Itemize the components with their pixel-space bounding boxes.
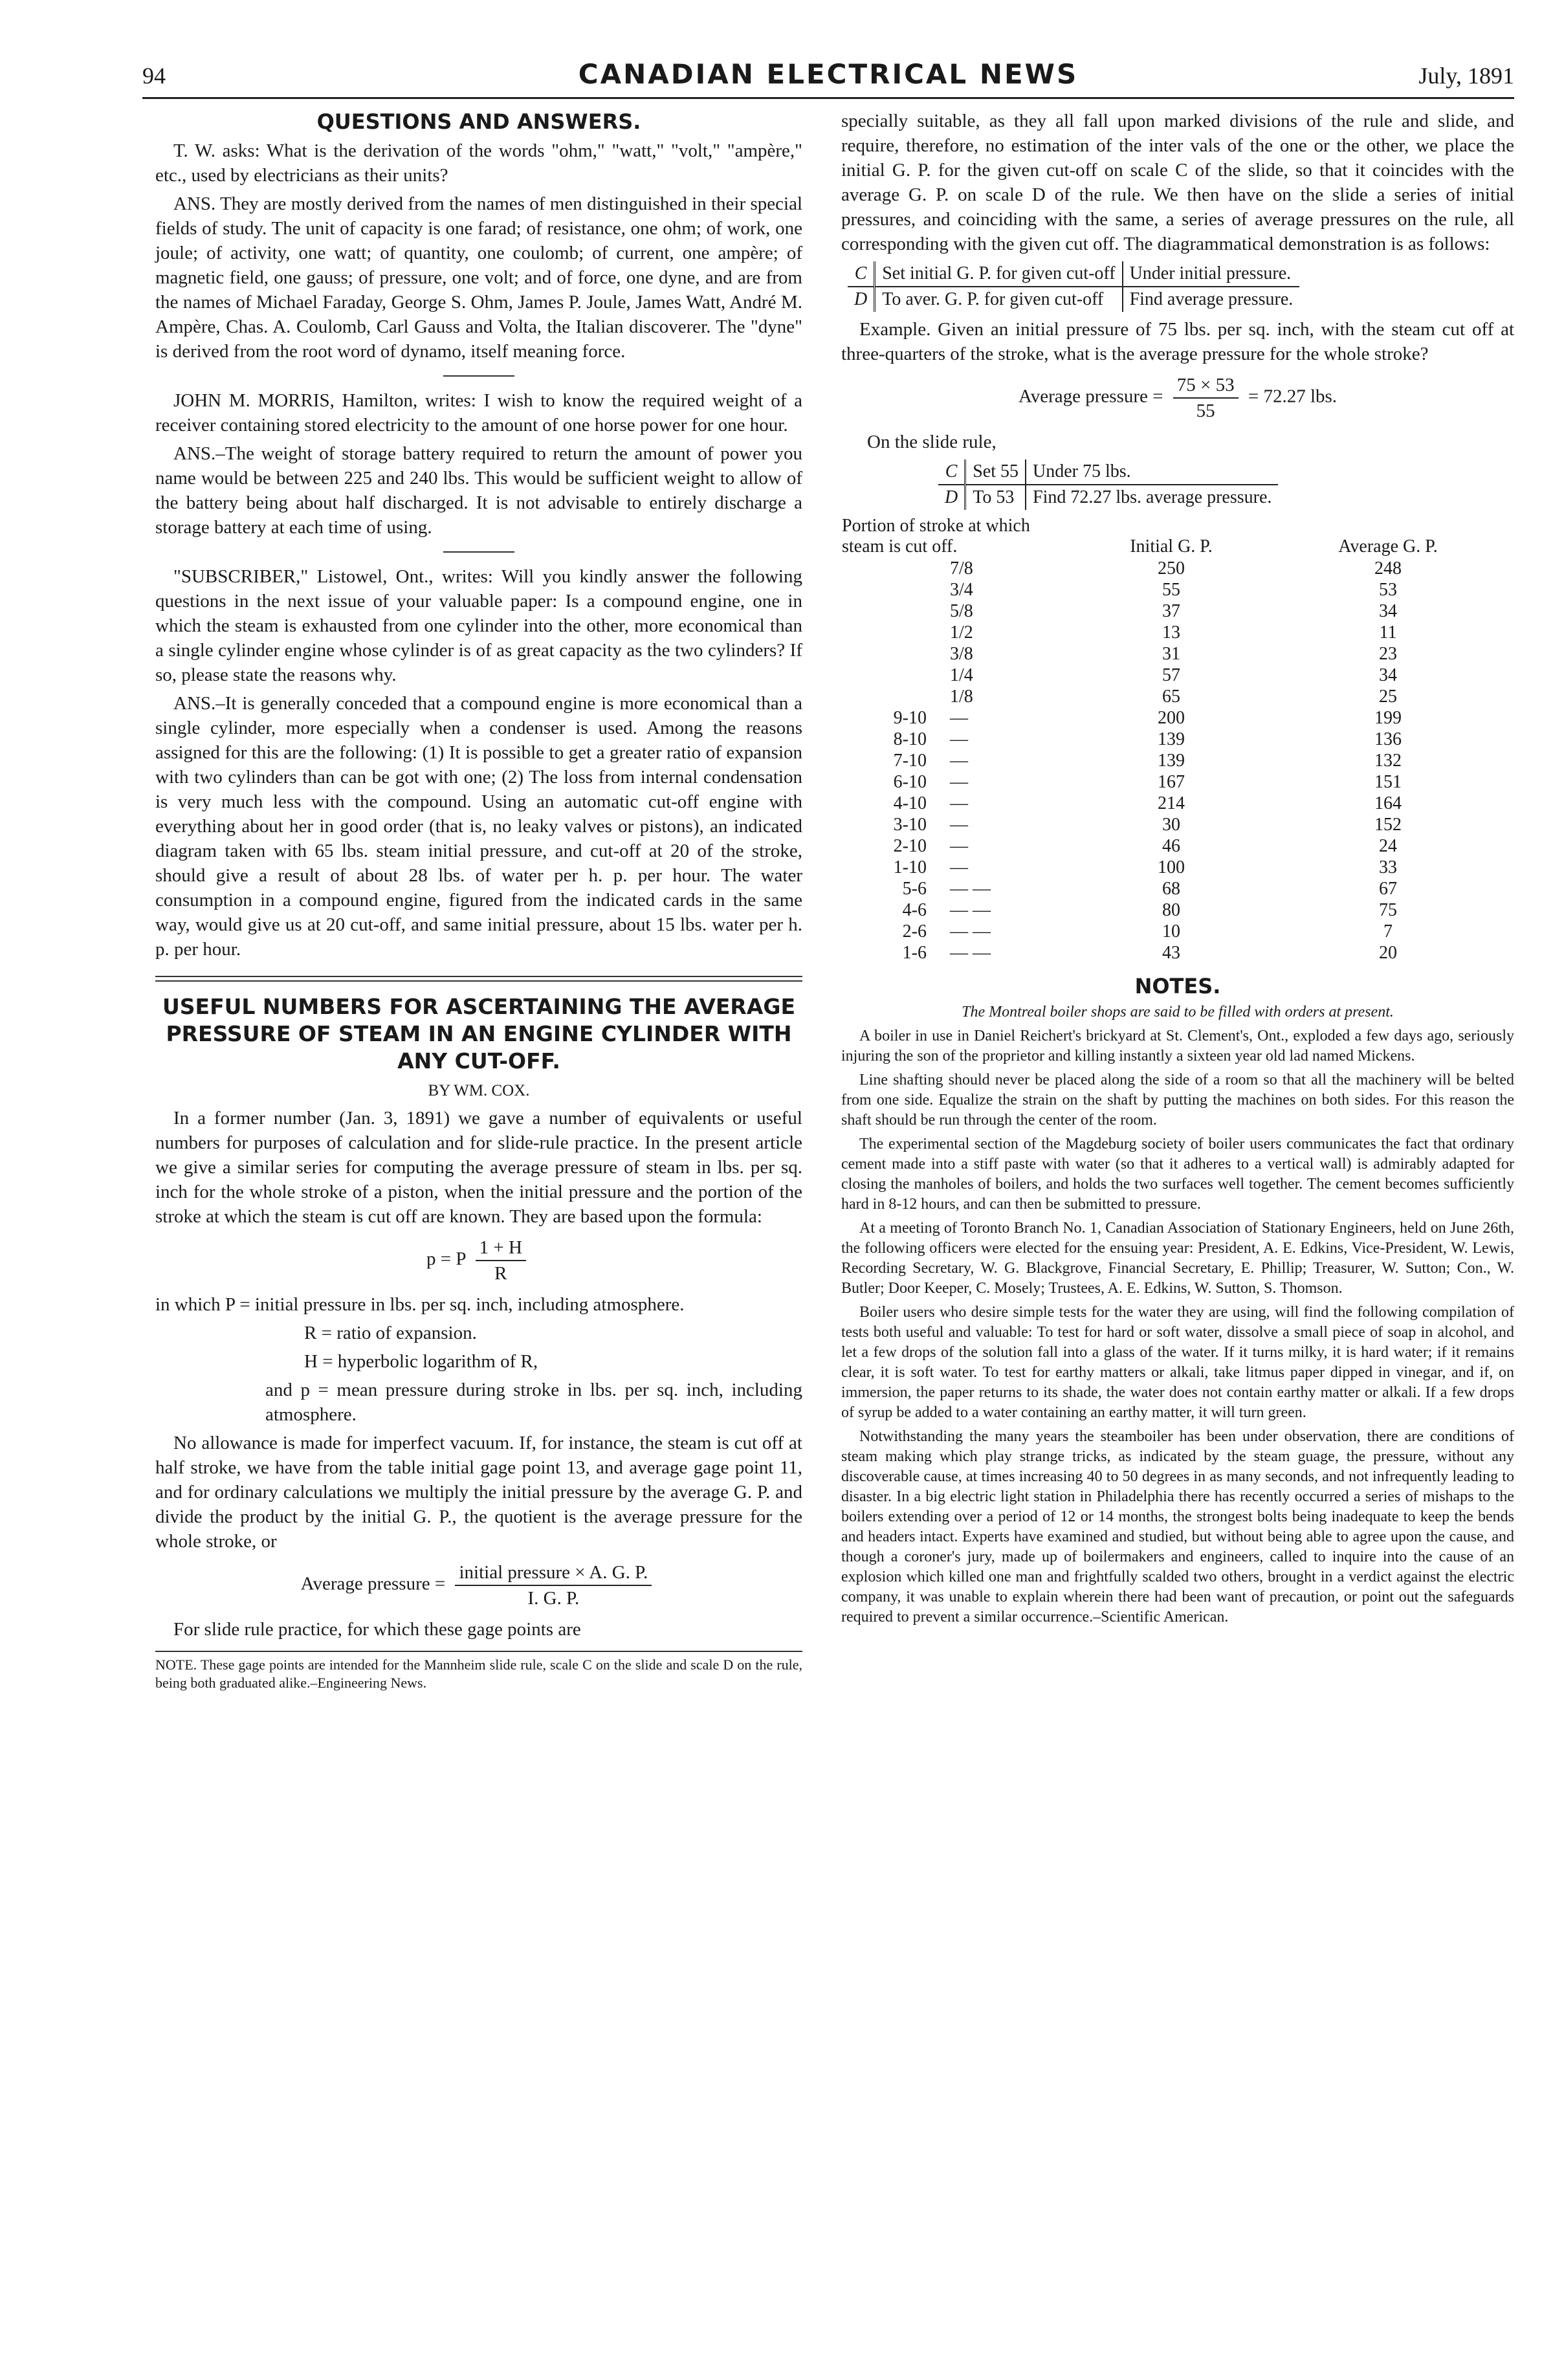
answer-1: ANS. They are mostly derived from the names of men distinguished in their special fields of study. The unit of capacity is one farad; of resistance, one ohm; of work, one joule; of activity, one watt; of quantity, one coulomb; of current, one ampère; of magnetic field, one gauss; of pressure, one volt; and of force, one dyne, and are from the names of Michael Faraday, George S. Ohm, James P. Joule, James Watt, André M. Ampère, Chas. A. Coulomb, Carl Gauss and Volta, the Italian discoverer. The "dyne" is derived from the root word of dynamo, itself meaning force.: [155, 193, 802, 362]
average-gage-point: 164: [1374, 793, 1402, 813]
table-row: [841, 899, 1488, 921]
left-column: [155, 109, 802, 1692]
cutoff-fraction: —: [950, 729, 968, 749]
table-row: [841, 750, 1488, 771]
cutoff-fraction: —: [950, 836, 968, 856]
initial-gage-point: 37: [1162, 601, 1180, 621]
average-gage-point: 199: [1374, 708, 1402, 728]
table-row: [841, 814, 1488, 835]
publication-title: CANADIAN ELECTRICAL NEWS: [578, 58, 1079, 90]
formula-fraction: [476, 1235, 526, 1286]
on-slide-rule-label: On the slide rule,: [867, 432, 997, 452]
cutoff-fraction-tenths: 1-6: [902, 943, 927, 963]
table-row: [841, 643, 1488, 665]
example-result: = 72.27 lbs.: [1248, 386, 1338, 407]
cutoff-fraction-tenths: 5-6: [902, 879, 927, 899]
scale-c-instruction: Set 55: [965, 459, 1026, 485]
scale-d-result: Find average pressure.: [1129, 289, 1294, 309]
divider: [443, 375, 514, 377]
column-header-cutoff: Portion of stroke at which steam is cut off.: [842, 516, 1030, 556]
initial-gage-point: 10: [1162, 921, 1180, 942]
cutoff-fraction: — —: [950, 900, 991, 920]
scale-c-label: C: [848, 261, 875, 287]
note-paragraph: The Montreal boiler shops are said to be filled with orders at present.: [962, 1004, 1394, 1020]
note-paragraph: A boiler in use in Daniel Reichert's brickyard at St. Clement's, Ont., exploded a few days ago, seriously injuring the son of the proprietor and killing instantly a sixteen year old lad named Mickens.: [841, 1028, 1514, 1064]
cutoff-fraction-tenths: 2-10: [893, 836, 927, 856]
scale-c-result: Under initial pressure.: [1123, 261, 1300, 287]
average-gage-point: 136: [1374, 729, 1402, 749]
average-gage-point: 25: [1379, 687, 1397, 707]
example-paragraph: Example. Given an initial pressure of 75 lbs. per sq. inch, with the steam cut off at three-quarters of the stroke, what is the average pressure for the whole stroke?: [841, 319, 1514, 364]
initial-gage-point: 13: [1162, 623, 1180, 643]
formula-definitions: [155, 1292, 802, 1427]
gage-point-table: [841, 515, 1488, 964]
initial-gage-point: 30: [1162, 815, 1180, 835]
average-gage-point: 7: [1383, 921, 1393, 942]
cutoff-fraction: —: [950, 708, 968, 728]
cutoff-fraction: 3/8: [950, 644, 973, 664]
notes-section: [841, 974, 1514, 1627]
section-divider: [155, 976, 802, 982]
table-row: [841, 835, 1488, 857]
question-3: "SUBSCRIBER," Listowel, Ont., writes: Will you kindly answer the following questions in the next issue of your valuable paper: Is a compound engine, one in which the steam is exhausted from one cylinder into the other, more economical than a single cylinder engine whose cylinder is of as great capacity as the two cylinders? If so, please state the reasons why.: [155, 566, 802, 685]
scale-d-label: D: [848, 287, 875, 312]
byline: BY WM. COX.: [428, 1082, 530, 1099]
initial-gage-point: 200: [1158, 708, 1185, 728]
table-row: [841, 729, 1488, 750]
cutoff-fraction-tenths: [841, 686, 938, 707]
average-gage-point: 34: [1379, 665, 1397, 685]
initial-gage-point: 68: [1162, 879, 1180, 899]
cutoff-fraction: 1/8: [950, 687, 973, 707]
table-row: [841, 921, 1488, 942]
table-row: [841, 707, 1488, 729]
table-row: [841, 622, 1488, 643]
slide-rule-diagram: [848, 261, 1299, 312]
initial-gage-point: 65: [1162, 687, 1180, 707]
cutoff-fraction-tenths: 4-10: [893, 793, 927, 813]
average-gage-point: 67: [1379, 879, 1397, 899]
cutoff-fraction-tenths: 2-6: [902, 921, 927, 942]
definition-h: H = hyperbolic logarithm of R,: [304, 1351, 538, 1372]
footnote: NOTE. These gage points are intended for the Mannheim slide rule, scale C on the slide and scale D on the rule, being both graduated alike.–Engineering News.: [155, 1651, 802, 1692]
scale-d-label: D: [938, 485, 965, 510]
answer-3: ANS.–It is generally conceded that a compound engine is more economical than a single cylinder, more especially when a condenser is used. Among the reasons assigned for this are the following: (1) It is possible to get a greater ratio of expansion with two cylinders than can be got with one; (2) The loss from internal condensation is very much less with the compound. Using an automatic cut-off engine with everything about her in good order (that is, no leaky valves or pistons), an indicated diagram taken with 65 lbs. steam initial pressure, and cut-off at 20 of the stroke, should give a result of about 28 lbs. of water per h. p. per hour. The water consumption in a compound engine, figured from the indicated cards in the same way, would give us at 20 cut-off, and same initial pressure, about 15 lbs. water per h. p. per hour.: [155, 693, 802, 960]
formula2-numerator: initial pressure × A. G. P.: [455, 1560, 652, 1586]
useful-paragraph-1: In a former number (Jan. 3, 1891) we gave a number of equivalents or useful numbers for purposes of calculation and for slide-rule practice. In the present article we give a similar series for computing the average pressure of steam in lbs. per sq. inch for the whole stroke of a piston, when the initial pressure and the portion of the stroke at which the steam is cut off are known. They are based upon the formula:: [155, 1108, 802, 1227]
cutoff-fraction: — —: [950, 921, 991, 942]
average-gage-point: 75: [1379, 900, 1397, 920]
example-denominator: 55: [1196, 401, 1215, 421]
average-pressure-label: Average pressure =: [1018, 386, 1163, 407]
continued-paragraph: specially suitable, as they all fall upon marked divisions of the rule and slide, and require, therefore, no estimation of the inter vals of the one or the other, we place the initial G. P. for the given cut-off on scale C of the slide, so that it coincides with the average G. P. on scale D of the rule. We then have on the slide a series of initial pressures, and coinciding with the same, a series of average pressures on the rule, all corresponding with the given cut off. The diagrammatical demonstration is as follows:: [841, 111, 1514, 254]
table-row: [841, 601, 1488, 622]
cutoff-fraction-tenths: [841, 601, 938, 622]
average-gage-point: 34: [1379, 601, 1397, 621]
cutoff-fraction-tenths: 6-10: [893, 772, 927, 792]
initial-gage-point: 139: [1158, 729, 1185, 749]
cutoff-fraction: —: [950, 751, 968, 771]
average-gage-point: 248: [1374, 558, 1402, 578]
cutoff-fraction: 1/2: [950, 623, 973, 643]
useful-paragraph-3: For slide rule practice, for which these gage points are: [173, 1619, 581, 1640]
formula2-lhs: Average pressure =: [300, 1573, 446, 1594]
masthead-rule: [142, 97, 1514, 99]
average-gage-point: 132: [1374, 751, 1402, 771]
slide-rule-example: [938, 459, 1278, 510]
initial-gage-point: 57: [1162, 665, 1180, 685]
cutoff-fraction: 5/8: [950, 601, 973, 621]
cutoff-fraction-tenths: [841, 643, 938, 665]
cutoff-fraction: 7/8: [950, 558, 973, 578]
table-row: [841, 771, 1488, 793]
definition-mean-p: and p = mean pressure during stroke in lbs. per sq. inch, including atmosphere.: [265, 1380, 802, 1425]
scale-c-result: Under 75 lbs.: [1026, 459, 1278, 485]
initial-gage-point: 214: [1158, 793, 1185, 813]
cutoff-fraction: —: [950, 815, 968, 835]
note-paragraph: Boiler users who desire simple tests for the water they are using, will find the following compilation of tests both useful and valuable: To test for hard or soft water, dissolve a small piece of soap in alcohol, and let a few drops of the solution fall into a glass of the water. If it turns milky, it is hard water; if it remains clear, it is soft water. To test for earthy matters or alkali, take litmus paper dipped in vinegar, and if, on immersion, the paper returns to its shade, the water does not contain earthy matter or alkali. If a few drops of syrup be added to a water containing an earthy matter, it will turn green.: [841, 1304, 1514, 1421]
cutoff-fraction-tenths: [841, 558, 938, 579]
scale-c-instruction: Set initial G. P. for given cut-off: [875, 261, 1123, 287]
initial-gage-point: 167: [1158, 772, 1185, 792]
average-gage-point: 11: [1379, 623, 1397, 643]
cutoff-fraction-tenths: [841, 579, 938, 601]
note-paragraph: At a meeting of Toronto Branch No. 1, Canadian Association of Stationary Engineers, held on June 26th, the following officers were elected for the ensuing year: President, A. E. Edkins, Vice-President, W. Lewis, Recording Secretary, W. G. Blackgrove, Financial Secretary, E. Phillip; Treasurer, W. Sutton; Con., W. Butler; Door Keeper, C. Mosely; Trustees, A. E. Edkins, W. Sutton, S. Thomson.: [841, 1220, 1514, 1297]
average-gage-point: 23: [1379, 644, 1397, 664]
answer-2: ANS.–The weight of storage battery required to return the amount of power you name would be between 225 and 240 lbs. This would be sufficient weight to allow of the battery being about half discharged. It is not advisable to entirely discharge a storage battery at each time of using.: [155, 443, 802, 538]
cutoff-fraction-tenths: 7-10: [893, 751, 927, 771]
table-row: [841, 942, 1488, 964]
scale-d-instruction: To aver. G. P. for given cut-off: [875, 287, 1123, 312]
table-row: [841, 857, 1488, 878]
table-row: [841, 793, 1488, 814]
useful-paragraph-2: No allowance is made for imperfect vacuum. If, for instance, the steam is cut off at half stroke, we have from the table initial gage point 13, and average gage point 11, and for ordinary calculations we multiply the initial pressure by the average G. P. and divide the product by the initial G. P., the quotient is the average pressure for the whole stroke, or: [155, 1433, 802, 1552]
cutoff-fraction-tenths: 4-6: [902, 900, 927, 920]
formula2-denominator: I. G. P.: [527, 1588, 580, 1609]
definition-p: in which P = initial pressure in lbs. per sq. inch, including atmosphere.: [155, 1294, 685, 1315]
scale-d-instruction: To 53: [965, 485, 1026, 510]
cutoff-fraction: —: [950, 772, 968, 792]
cutoff-fraction-tenths: [841, 622, 938, 643]
cutoff-fraction: — —: [950, 879, 991, 899]
right-column: [841, 109, 1514, 1631]
divider: [443, 551, 514, 553]
initial-gage-point: 31: [1162, 644, 1180, 664]
question-2: JOHN M. MORRIS, Hamilton, writes: I wish to know the required weight of a receiver containing stored electricity to the amount of one horse power for one hour.: [155, 390, 802, 435]
cutoff-fraction-tenths: 8-10: [893, 729, 927, 749]
mean-pressure-formula: [155, 1235, 802, 1286]
page-number: 94: [142, 63, 166, 89]
formula-numerator: 1 + H: [476, 1235, 526, 1261]
cutoff-fraction: — —: [950, 943, 991, 963]
column-header-initial-gp: Initial G. P.: [1130, 536, 1213, 556]
example-fraction: [1173, 373, 1239, 423]
cutoff-fraction-tenths: [841, 665, 938, 686]
useful-numbers-heading: USEFUL NUMBERS FOR ASCERTAINING THE AVERAGE PRESSURE OF STEAM IN AN ENGINE CYLINDER WITH ANY CUT-OFF.: [162, 994, 796, 1074]
cutoff-fraction: 3/4: [950, 580, 973, 600]
initial-gage-point: 100: [1158, 857, 1185, 877]
example-numerator: 75 × 53: [1173, 373, 1239, 399]
average-gage-point: 152: [1374, 815, 1402, 835]
average-gage-point: 24: [1379, 836, 1397, 856]
notes-heading: NOTES.: [1134, 974, 1221, 998]
cutoff-fraction-tenths: 9-10: [893, 708, 927, 728]
definition-r: R = ratio of expansion.: [304, 1323, 477, 1343]
question-1: T. W. asks: What is the derivation of the words "ohm," "watt," "volt," "ampère," etc., used by electricians as their units?: [155, 140, 802, 186]
scale-c-label: C: [938, 459, 965, 485]
cutoff-fraction: —: [950, 857, 968, 877]
example-calculation: [841, 373, 1514, 423]
note-paragraph: The experimental section of the Magdeburg society of boiler users communicates the fact that ordinary cement made into a stiff paste with water (so that it adheres to a vertical wall) is admirably adapted for closing the manholes of boilers, and holds the two surfaces well together. The cement becomes sufficiently hard in 8-12 hours, and can then be submitted to pressure.: [841, 1136, 1514, 1213]
average-pressure-formula: [155, 1560, 802, 1611]
note-paragraph: Notwithstanding the many years the steamboiler has been under observation, there are conditions of steam making which play strange tricks, as indicated by the steam guage, the pressure, without any discoverable cause, at times increasing 40 to 50 degrees in as many seconds, and not infrequently leading to disaster. In a big electric light station in Philadelphia there has recently occurred a series of mishaps to the boilers extending over a period of 12 or 14 months, the strongest bolts being inadequate to keep the bends and headers intact. Experts have examined and studied, but without being able to agree upon the cause, and though a coroner's jury, made up of boilermakers and engineers, called to inquire into the cause of an explosion which killed one man and frightfully scalded two others, brought in a verdict against the electric company, it was unable to explain wherein there had been want of precaution, or point out the safeguards required to prevent a similar occurrence.–Scientific American.: [841, 1428, 1514, 1625]
table-row: [841, 686, 1488, 707]
average-gage-point: 33: [1379, 857, 1397, 877]
cutoff-fraction-tenths: 1-10: [893, 857, 927, 877]
initial-gage-point: 139: [1158, 751, 1185, 771]
cutoff-fraction: —: [950, 793, 968, 813]
initial-gage-point: 80: [1162, 900, 1180, 920]
scale-d-result: Find 72.27 lbs. average pressure.: [1033, 487, 1272, 507]
initial-gage-point: 43: [1162, 943, 1180, 963]
table-row: [841, 579, 1488, 601]
masthead: [142, 57, 1514, 96]
initial-gage-point: 250: [1158, 558, 1185, 578]
note-paragraph: Line shafting should never be placed along the side of a room so that all the machinery will be belted from one side. Equalize the strain on the shaft by putting the machines on both sides. For this reason the shaft should be run through the center of the room.: [841, 1072, 1514, 1129]
cutoff-fraction: 1/4: [950, 665, 973, 685]
formula-denominator: R: [494, 1263, 507, 1284]
table-row: [841, 665, 1488, 686]
average-gage-point: 20: [1379, 943, 1397, 963]
qa-heading: QUESTIONS AND ANSWERS.: [316, 109, 641, 134]
initial-gage-point: 55: [1162, 580, 1180, 600]
average-gage-point: 151: [1374, 772, 1402, 792]
formula-lhs: p = P: [426, 1248, 466, 1270]
table-row: [841, 558, 1488, 579]
table-row: [841, 878, 1488, 899]
initial-gage-point: 46: [1162, 836, 1180, 856]
average-gage-point: 53: [1379, 580, 1397, 600]
column-header-average-gp: Average G. P.: [1338, 536, 1438, 556]
issue-date: July, 1891: [1418, 63, 1514, 89]
cutoff-fraction-tenths: 3-10: [893, 815, 927, 835]
formula2-fraction: [455, 1560, 652, 1611]
